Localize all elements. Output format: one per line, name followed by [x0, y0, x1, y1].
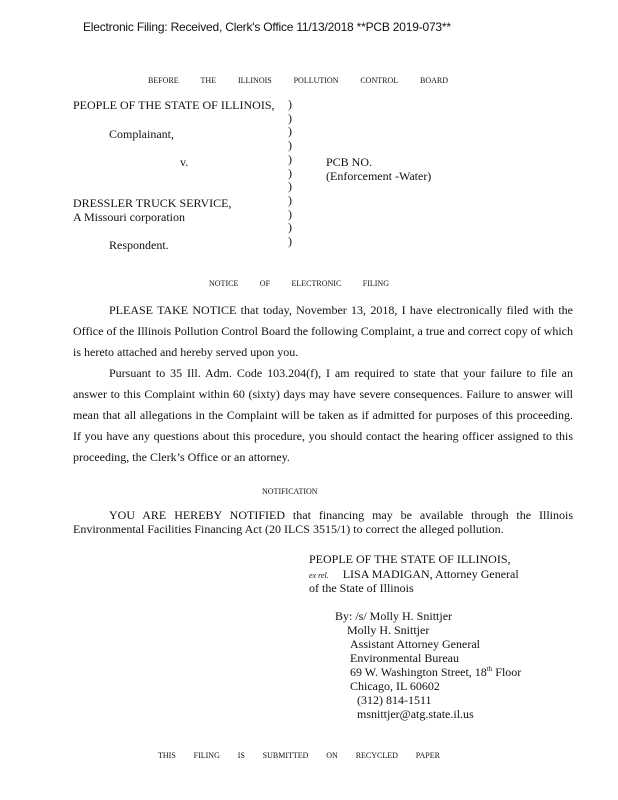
signature-address-1: 69 W. Washington Street, 18th Floor — [350, 665, 522, 679]
signature-ag-line: ex rel. LISA MADIGAN, Attorney General — [309, 567, 519, 581]
footer-recycled-note: THIS FILING IS SUBMITTED ON RECYCLED PAPER — [158, 751, 440, 760]
caption-defendant-desc: A Missouri corporation — [73, 210, 185, 224]
signature-party: PEOPLE OF THE STATE OF ILLINOIS, — [309, 552, 511, 566]
caption-defendant: DRESSLER TRUCK SERVICE, — [73, 196, 232, 210]
caption-plaintiff: PEOPLE OF THE STATE OF ILLINOIS, — [73, 98, 275, 112]
signature-address-2: Chicago, IL 60602 — [350, 679, 440, 693]
email-link[interactable]: msnittjer@atg.state.il.us — [357, 707, 474, 721]
signature-title: Assistant Attorney General — [350, 637, 480, 651]
case-number: PCB NO. — [326, 155, 373, 169]
caption-paren-column: ) ) ) ) ) ) ) ) ) ) ) — [288, 97, 292, 249]
signature-state: of the State of Illinois — [309, 581, 414, 595]
board-heading-word: BOARD — [419, 76, 448, 85]
signature-bureau: Environmental Bureau — [350, 651, 459, 665]
signature-name: Molly H. Snittjer — [347, 623, 430, 637]
notification-paragraph: YOU ARE HEREBY NOTIFIED that financing may be available through the Illinois Environmental Facilities Financing Act (20 ILCS 3515/1) to correct the alleged pollution. — [73, 508, 573, 536]
board-heading-word: POLLUTION — [293, 76, 339, 85]
board-heading-word: THE — [200, 76, 217, 85]
board-heading — [148, 76, 448, 85]
caption-versus: v. — [180, 155, 189, 169]
board-heading-word: BEFORE — [148, 76, 179, 85]
signature-by-line: By: /s/ Molly H. Snittjer — [335, 609, 453, 623]
caption-respondent: Respondent. — [109, 238, 169, 252]
notice-title: NOTICE OF ELECTRONIC FILING — [209, 279, 389, 288]
signature-phone: (312) 814-1511 — [357, 693, 432, 707]
case-type: (Enforcement -Water) — [326, 169, 432, 183]
notification-title: NOTIFICATION — [262, 487, 318, 496]
notice-paragraph-2: Pursuant to 35 Ill. Adm. Code 103.204(f), I am required to state that your failure to file an answer to this Complaint within 60 (sixty) days may have severe consequences. Failure to answer will mean that all allegations in the Complaint will be taken as if admitted for purposes of this proceeding. If you have any questions about this procedure, you should contact the hearing officer assigned to this proceeding, the Clerk’s Office or an attorney. — [73, 366, 573, 464]
board-heading-word: CONTROL — [360, 76, 399, 85]
notice-paragraph-1: PLEASE TAKE NOTICE that today, November 13, 2018, I have electronically filed with the Office of the Illinois Pollution Control Board the following Complaint, a true and correct copy of which is hereto attached and hereby served upon you. — [73, 303, 573, 359]
filing-stamp: Electronic Filing: Received, Clerk's Office 11/13/2018 **PCB 2019-073** — [83, 20, 451, 34]
caption-complainant: Complainant, — [109, 127, 174, 141]
ex-rel: ex rel. — [309, 571, 329, 580]
signature-email[interactable] — [357, 707, 474, 722]
board-heading-word: ILLINOIS — [237, 76, 272, 85]
